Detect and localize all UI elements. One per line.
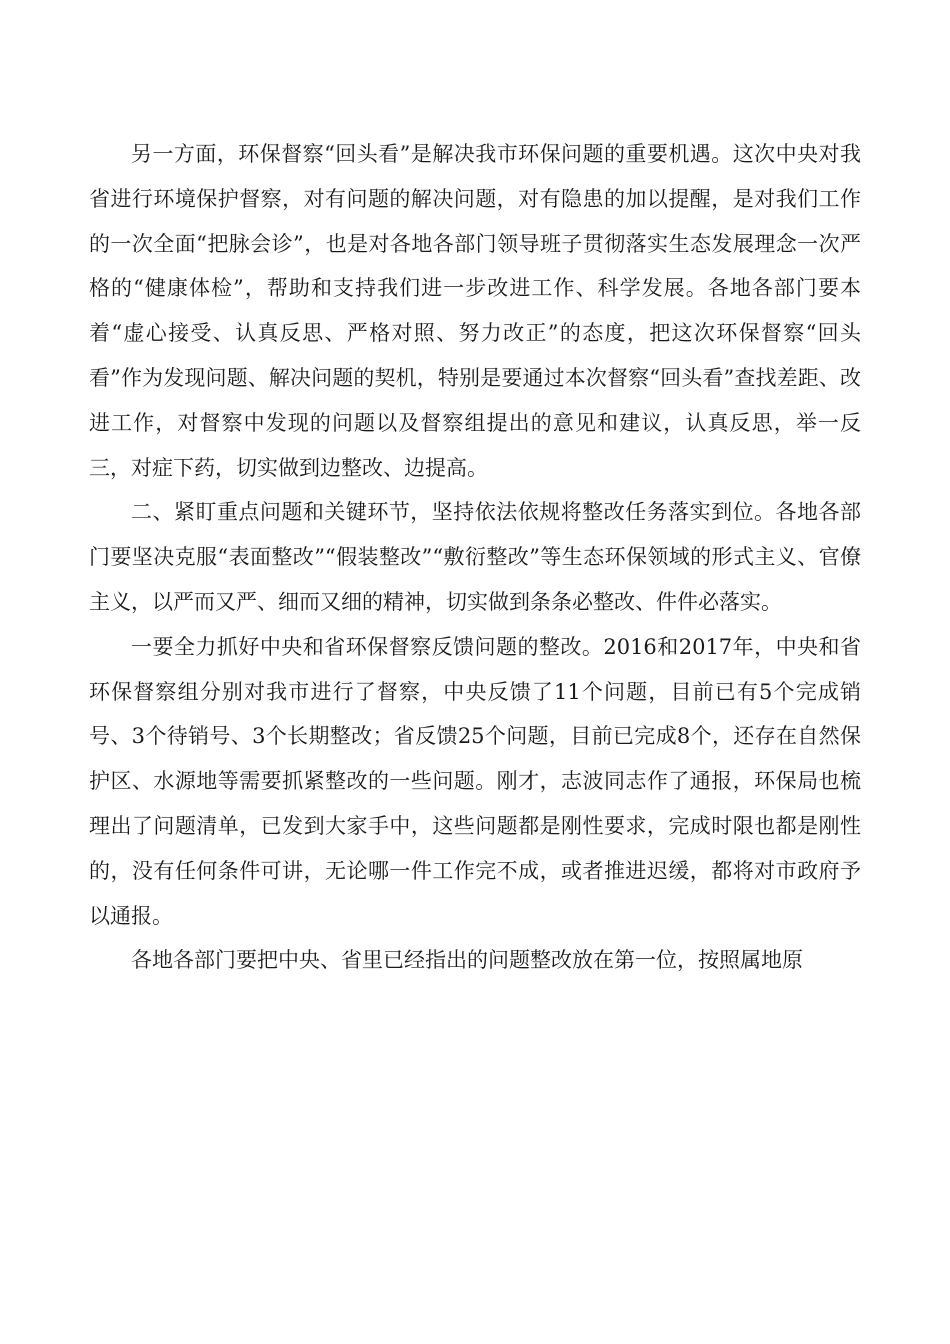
paragraph-2: 二、紧盯重点问题和关键环节，坚持依法依规将整改任务落实到位。各地各部门要坚决克服“表面整改”“假装整改”“敷衍整改”等生态环保领域的形式主义、官僚主义，以严而又严、细而又细的精神，切实做到条条必整改、件件必落实。	[89, 500, 861, 614]
document-body	[89, 132, 861, 983]
paragraph-4: 各地各部门要把中央、省里已经指出的问题整改放在第一位，按照属地原	[131, 948, 803, 973]
paragraph-3: 一要全力抓好中央和省环保督察反馈问题的整改。2016和2017年，中央和省环保督察组分别对我市进行了督察，中央反馈了11个问题，目前已有5个完成销号、3个待销号、3个长期整改；省反馈25个问题，目前已完成8个，还存在自然保护区、水源地等需要抓紧整改的一些问题。刚才，志波同志作了通报，环保局也梳理出了问题清单，已发到大家手中，这些问题都是刚性要求，完成时限也都是刚性的，没有任何条件可讲，无论哪一件工作完不成，或者推进迟缓，都将对市政府予以通报。	[89, 634, 861, 928]
paragraph-1: 另一方面，环保督察“回头看”是解决我市环保问题的重要机遇。这次中央对我省进行环境保护督察，对有问题的解决问题，对有隐患的加以提醒，是对我们工作的一次全面“把脉会诊”，也是对各地各部门领导班子贯彻落实生态发展理念一次严格的“健康体检”，帮助和支持我们进一步改进工作、科学发展。各地各部门要本着“虚心接受、认真反思、严格对照、努力改正”的态度，把这次环保督察“回头看”作为发现问题、解决问题的契机，特别是要通过本次督察“回头看”查找差距、改进工作，对督察中发现的问题以及督察组提出的意见和建议，认真反思，举一反三，对症下药，切实做到边整改、边提高。	[89, 142, 861, 480]
